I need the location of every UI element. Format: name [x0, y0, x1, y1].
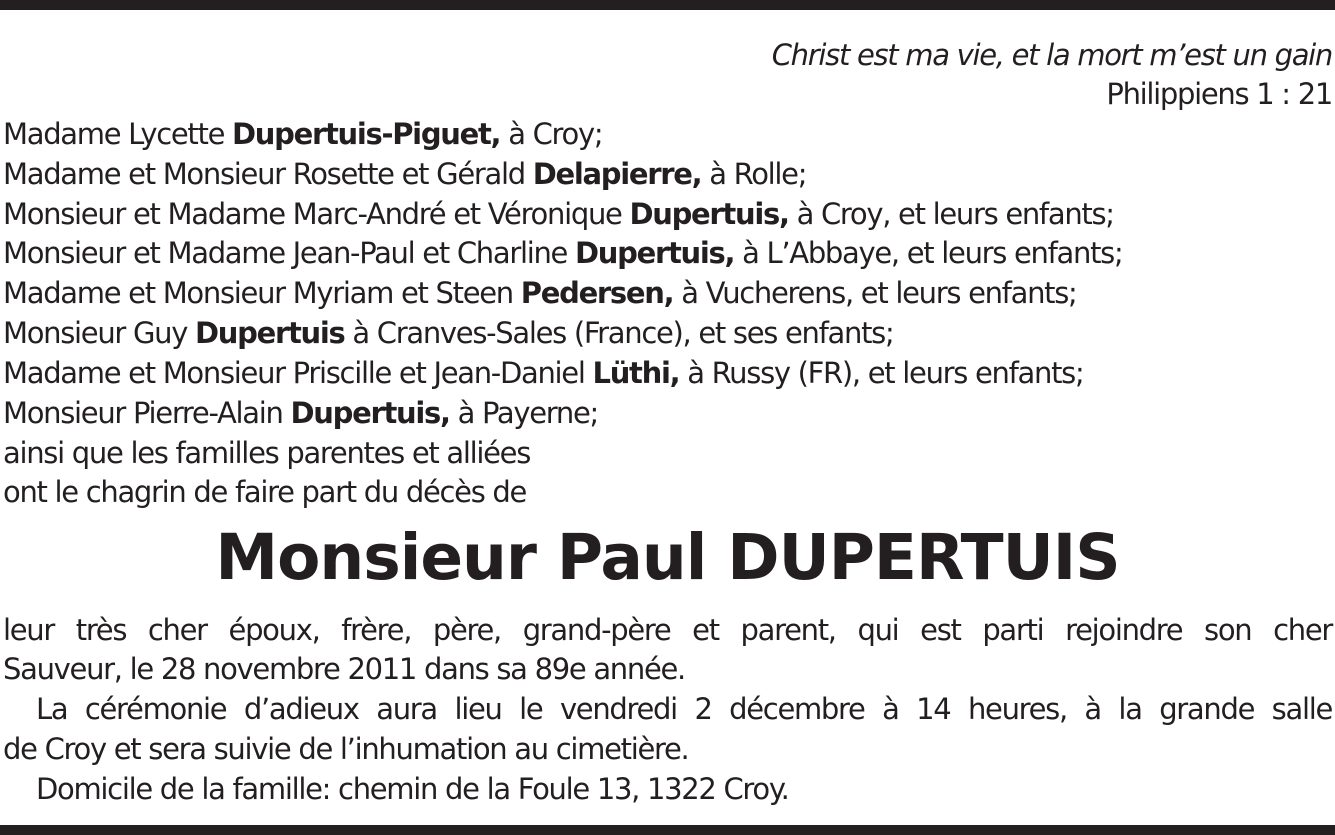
- family-line-place: à Cranves-Sales (France), et ses enfants;: [344, 316, 894, 350]
- bottom-border-rule: [0, 825, 1335, 835]
- family-line: [3, 313, 893, 353]
- family-surname: Dupertuis,: [575, 236, 735, 270]
- intro-line: ont le chagrin de faire part du décès de: [3, 475, 527, 509]
- body-text-line: leur très cher époux, frère, père, grand-père et parent, qui est parti rejoindre son cher: [3, 613, 1332, 647]
- scripture-reference: Philippiens 1 : 21: [1106, 77, 1332, 111]
- family-line-text: Monsieur Pierre-Alain: [3, 396, 291, 430]
- ceremony-text-line: La cérémonie d’adieux aura lieu le vendredi 2 décembre à 14 heures, à la grande salle: [36, 692, 1332, 726]
- ceremony-text-line: de Croy et sera suivie de l’inhumation au cimetière.: [3, 732, 689, 766]
- family-line: [3, 353, 1083, 393]
- family-line-text: Madame et Monsieur Myriam et Steen: [3, 276, 521, 310]
- family-line-text: Madame et Monsieur Priscille et Jean-Daniel: [3, 356, 593, 390]
- family-surname: Dupertuis,: [290, 396, 450, 430]
- family-line-text: Monsieur Guy: [3, 316, 196, 350]
- family-line: [3, 233, 1122, 273]
- family-line-place: à Payerne;: [449, 396, 598, 430]
- family-line-place: à Rolle;: [701, 157, 807, 191]
- top-border-rule: [0, 0, 1335, 10]
- family-line: [3, 393, 598, 433]
- scripture-quote: Christ est ma vie, et la mort m’est un gain: [771, 38, 1332, 72]
- intro-line: ainsi que les familles parentes et alliées: [3, 436, 531, 470]
- family-line: [3, 114, 602, 154]
- family-surname: Lüthi,: [592, 356, 680, 390]
- family-line-place: à L’Abbaye, et leurs enfants;: [734, 236, 1123, 270]
- family-surname: Dupertuis,: [629, 197, 789, 231]
- body-text-line: Sauveur, le 28 novembre 2011 dans sa 89e année.: [3, 652, 685, 686]
- family-surname: Dupertuis: [195, 316, 345, 350]
- family-address: Domicile de la famille: chemin de la Foule 13, 1322 Croy.: [36, 772, 789, 806]
- family-line: [3, 194, 1114, 234]
- family-line-place: à Croy;: [500, 117, 603, 151]
- deceased-name: Monsieur Paul DUPERTUIS: [215, 521, 1120, 594]
- family-surname: Delapierre,: [532, 157, 702, 191]
- family-line-place: à Croy, et leurs enfants;: [788, 197, 1114, 231]
- family-line-place: à Vucherens, et leurs enfants;: [673, 276, 1077, 310]
- family-line-text: Madame et Monsieur Rosette et Gérald: [3, 157, 533, 191]
- family-line-text: Monsieur et Madame Jean-Paul et Charline: [3, 236, 576, 270]
- family-surname: Dupertuis-Piguet,: [232, 117, 501, 151]
- family-line-text: Monsieur et Madame Marc-André et Véronique: [3, 197, 630, 231]
- family-line: [3, 273, 1077, 313]
- family-line-text: Madame Lycette: [3, 117, 233, 151]
- family-surname: Pedersen,: [520, 276, 674, 310]
- family-line: [3, 154, 806, 194]
- family-line-place: à Russy (FR), et leurs enfants;: [679, 356, 1084, 390]
